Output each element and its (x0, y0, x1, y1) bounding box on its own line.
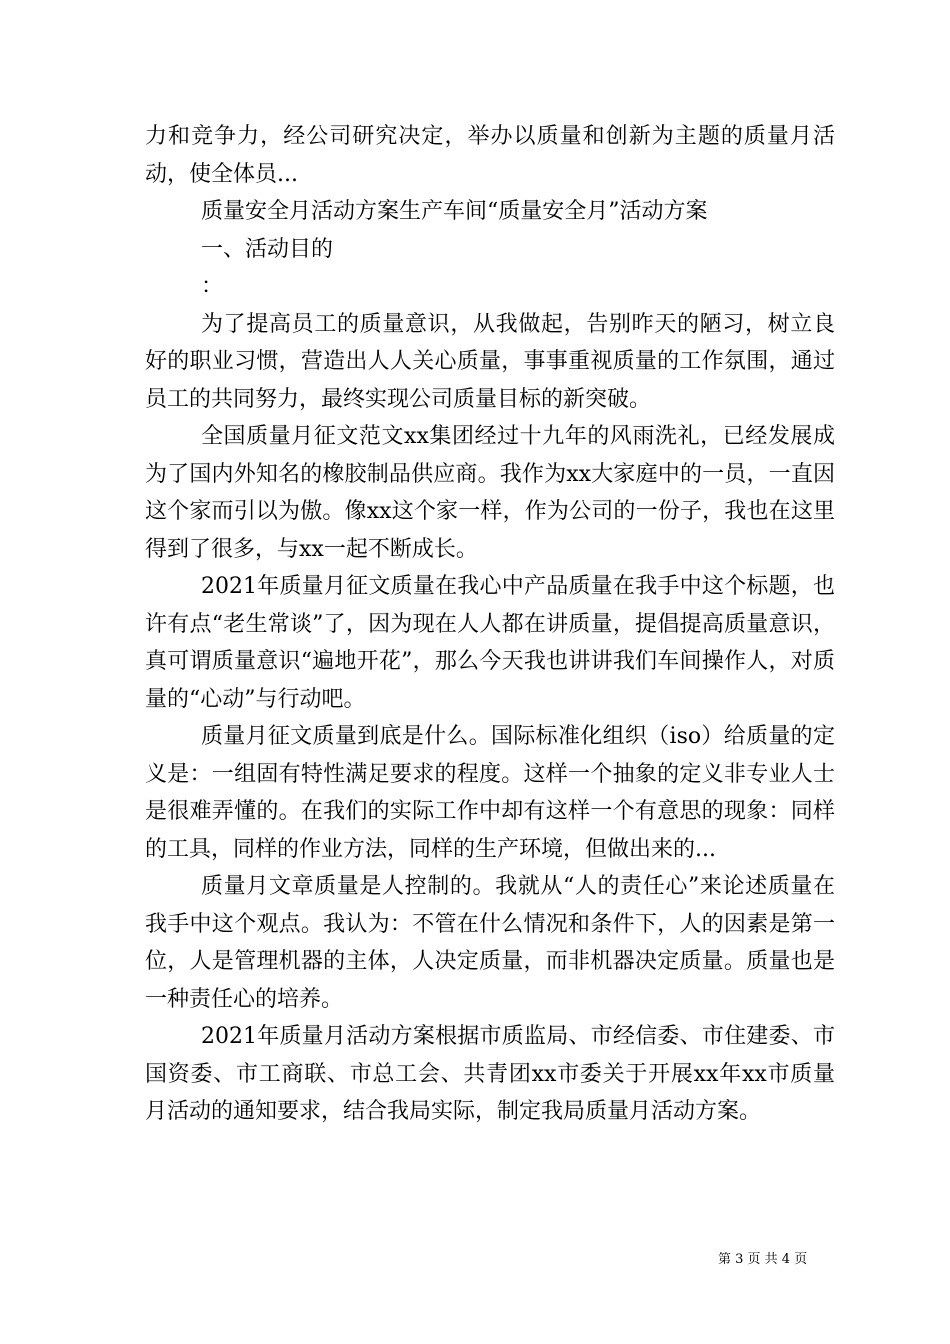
paragraph-continuation: 力和竞争力，经公司研究决定，举办以质量和创新为主题的质量月活动，使全体员... (145, 124, 835, 187)
paragraph-activity-plan: 2021年质量月活动方案根据市质监局、市经信委、市住建委、市国资委、市工商联、市总工会、共青团xx市委关于开展xx年xx市质量月活动的通知要求，结合我局实际，制定我局质量月活动方案。 (145, 1024, 835, 1124)
paragraph-purpose: 为了提高员工的质量意识，从我做起，告别昨天的陋习，树立良好的职业习惯，营造出人人关心质量，事事重视质量的工作氛围，通过员工的共同努力，最终实现公司质量目标的新突破。 (145, 311, 835, 412)
paragraph-quality-definition: 质量月征文质量到底是什么。国际标准化组织（iso）给质量的定义是：一组固有特性满足要求的程度。这样一个抽象的定义非专业人士是很难弄懂的。在我们的实际工作中却有这样一个有意思的现象：同样的工具，同样的作业方法，同样的生产环境，但做出来的... (145, 724, 835, 862)
section-heading-purpose: 一、活动目的 (201, 236, 334, 262)
paragraph-essay-sample: 全国质量月征文范文xx集团经过十九年的风雨洗礼，已经发展成为了国内外知名的橡胶制品供应商。我作为xx大家庭中的一员，一直因这个家而引以为傲。像xx这个家一样，作为公司的一份子，我也在这里得到了很多，与xx一起不断成长。 (145, 424, 835, 562)
paragraph-heading-plan: 质量安全月活动方案生产车间“质量安全月”活动方案 (201, 199, 708, 224)
page-number-footer: 第 3 页 共 4 页 (718, 1252, 808, 1267)
paragraph-responsibility: 质量月文章质量是人控制的。我就从“人的责任心”来论述质量在我手中这个观点。我认为：不管在什么情况和条件下，人的因素是第一位，人是管理机器的主体，人决定质量，而非机器决定质量。质量也是一种责任心的培养。 (145, 874, 835, 1012)
document-body (145, 118, 835, 1131)
paragraph-colon: ： (201, 274, 224, 299)
paragraph-essay-2021: 2021年质量月征文质量在我心中产品质量在我手中这个标题，也许有点“老生常谈”了，因为现在人人都在讲质量，提倡提高质量意识，真可谓质量意识“遍地开花”，那么今天我也讲讲我们车间操作人，对质量的“心动”与行动吧。 (145, 574, 835, 712)
